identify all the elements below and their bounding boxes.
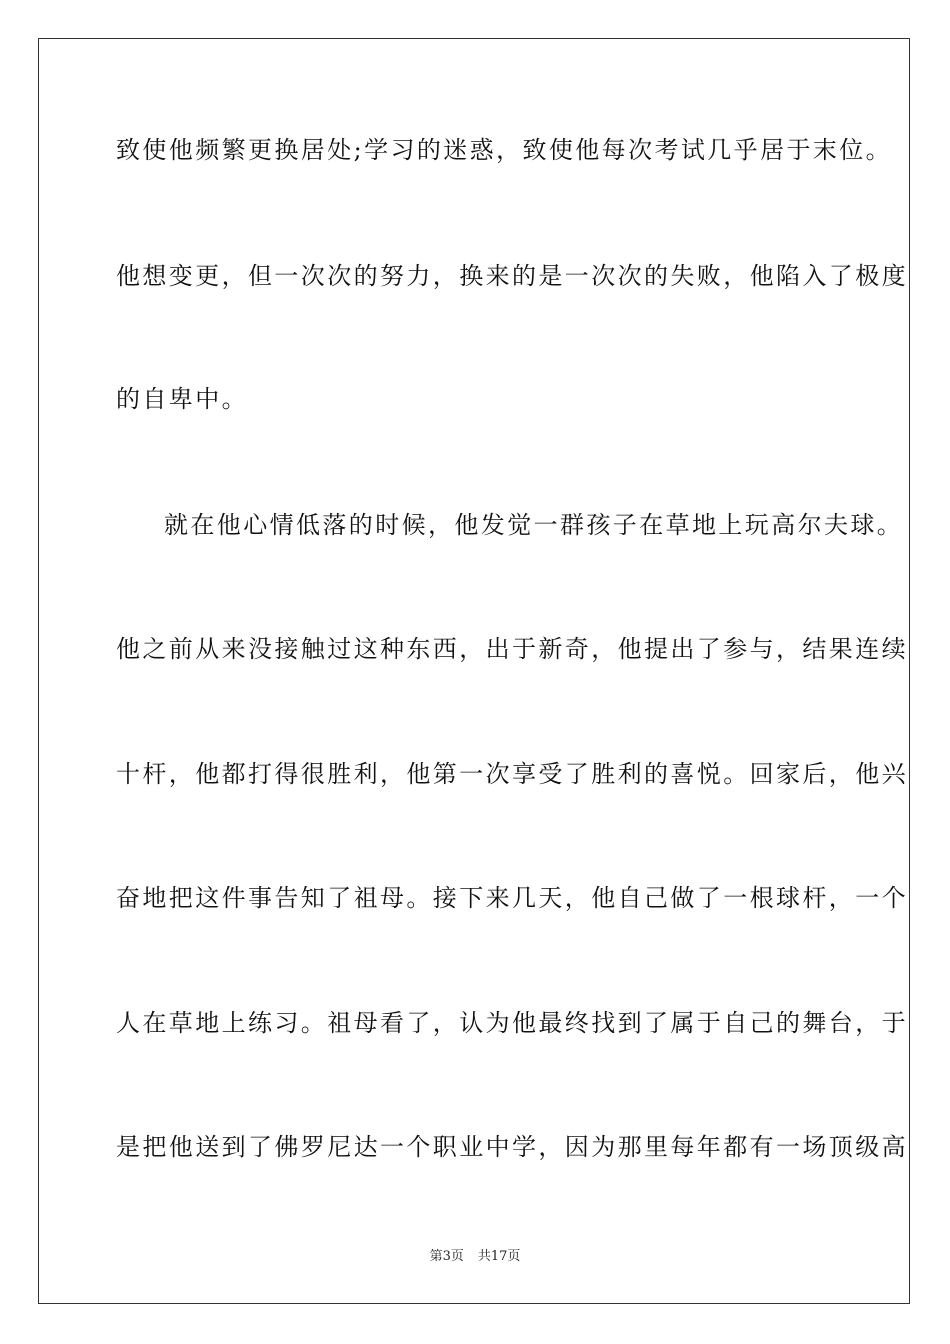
body-text-line: 他之前从来没接触过这种东西，出于新奇，他提出了参与，结果连续 [116,635,908,663]
body-text-line: 奋地把这件事告知了祖母。接下来几天，他自己做了一根球杆，一个 [116,884,908,912]
body-text-line: 致使他频繁更换居处;学习的迷惑，致使他每次考试几乎居于末位。 [116,136,893,164]
body-text-line: 的自卑中。 [116,385,248,413]
paragraph-first-line: 就在他心情低落的时候，他发觉一群孩子在草地上玩高尔夫球。 [164,511,904,539]
body-text-line: 他想变更，但一次次的努力，换来的是一次次的失败，他陷入了极度 [116,262,908,290]
body-text-line: 十杆，他都打得很胜利，他第一次享受了胜利的喜悦。回家后，他兴 [116,760,908,788]
page-number: 第3页 [429,1249,464,1264]
page-footer [0,1248,950,1266]
total-pages: 共17页 [477,1249,521,1264]
body-text-line: 是把他送到了佛罗尼达一个职业中学，因为那里每年都有一场顶级高 [116,1133,908,1161]
page-border [38,38,910,1304]
body-text-line: 人在草地上练习。祖母看了，认为他最终找到了属于自己的舞台，于 [116,1009,908,1037]
